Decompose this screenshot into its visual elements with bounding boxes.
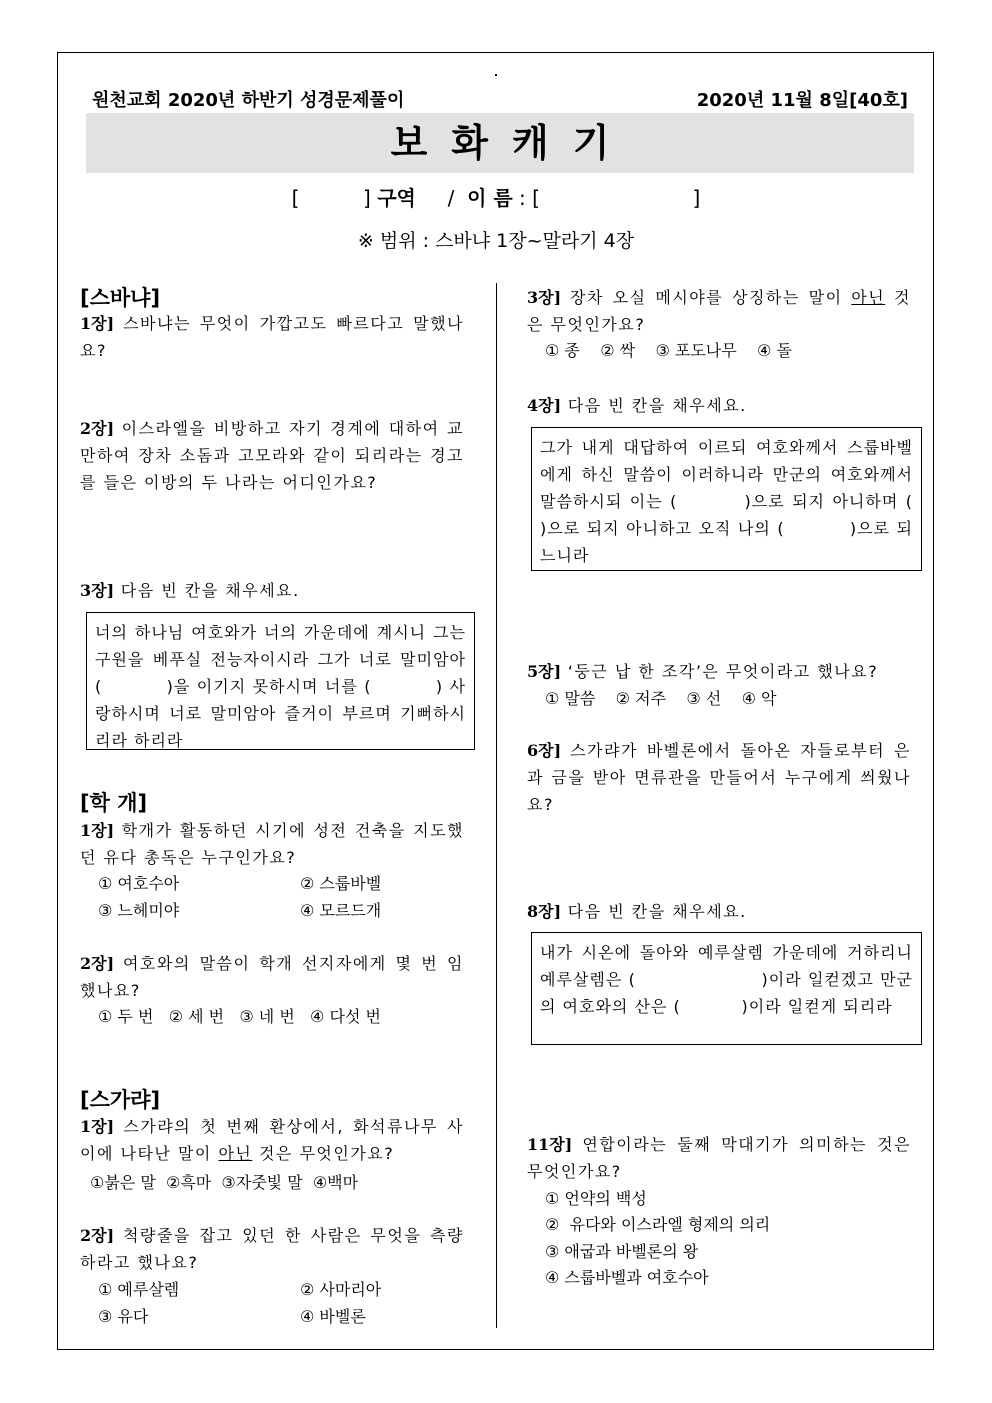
church-header: 원천교회 2020년 하반기 성경문제풀이: [92, 90, 405, 111]
name-label: 이 름: [467, 186, 513, 210]
haggai-q1-opt2[interactable]: ② 스룹바벨: [300, 874, 382, 893]
zechariah-q4-box: 그가 내게 대답하여 이르되 여호와께서 스룹바벨에게 하신 말씀이 이러하니라 만군의 여호와께서 말씀하시되 이는 ( )으로 되지 아니하며 ( )으로 되지 아니하고 오직 나의 ( )으로 되느니라: [531, 427, 922, 571]
haggai-q2-options[interactable]: ① 두 번 ② 세 번 ③ 네 번 ④ 다섯 번: [98, 1007, 381, 1026]
zechariah-q1: 1장] 스가랴의 첫 번째 환상에서, 화석류나무 사이에 나타난 말이 아닌 것은 무엇인가요?: [80, 1117, 464, 1163]
haggai-q1-opt4[interactable]: ④ 모르드개: [300, 901, 382, 920]
section-zephaniah: [스바냐]: [80, 286, 161, 310]
zechariah-q3-options[interactable]: ① 종 ② 싹 ③ 포도나무 ④ 돌: [545, 341, 792, 360]
zechariah-q11-opt4[interactable]: ④ 스룹바벨과 여호수아: [545, 1268, 709, 1287]
zechariah-q1-options[interactable]: ①붉은 말 ②흑마 ③자줏빛 말 ④백마: [90, 1173, 359, 1192]
zechariah-q11-opt1[interactable]: ① 언약의 백성: [545, 1189, 647, 1208]
section-haggai: [학 개]: [80, 791, 148, 815]
zechariah-q2: 2장] 척량줄을 잡고 있던 한 사람은 무엇을 측량하라고 했나요?: [80, 1226, 464, 1272]
section-zechariah: [스가랴]: [80, 1088, 161, 1112]
range-line: ※ 범위 : 스바냐 1장~말라기 4장: [357, 230, 635, 252]
name-line: [0, 182, 992, 211]
dot-mark: [495, 74, 497, 76]
title-bar: [86, 113, 914, 173]
zechariah-q2-opt1[interactable]: ① 예루살렘: [98, 1280, 180, 1299]
zechariah-q4: 4장] 다음 빈 칸을 채우세요.: [527, 396, 747, 415]
zechariah-q2-opt2[interactable]: ② 사마리아: [300, 1280, 382, 1299]
zephaniah-q2: 2장] 이스라엘을 비방하고 자기 경계에 대하여 교만하여 장차 소돔과 고모라와 같이 되리라는 경고를 들은 이방의 두 나라는 어디인가요?: [80, 419, 464, 492]
column-divider: [496, 283, 497, 1328]
zechariah-q2-opt4[interactable]: ④ 바벨론: [300, 1307, 366, 1326]
zephaniah-q1: 1장] 스바냐는 무엇이 가깝고도 빠르다고 말했나요?: [80, 314, 464, 360]
zechariah-q6: 6장] 스가랴가 바벨론에서 돌아온 자들로부터 은과 금을 받아 면류관을 만들어서 누구에게 씌웠나요?: [527, 741, 911, 814]
page-title: 보화캐기: [390, 121, 634, 165]
zechariah-q3: 3장] 장차 오실 메시야를 상징하는 말이 아닌 것은 무엇인가요?: [527, 288, 911, 334]
zechariah-q8: 8장] 다음 빈 칸을 채우세요.: [527, 902, 747, 921]
zechariah-q11-opt3[interactable]: ③ 애굽과 바벨론의 왕: [545, 1242, 699, 1261]
zechariah-q5: 5장] ‘둥근 납 한 조각’은 무엇이라고 했나요?: [527, 662, 879, 681]
zechariah-q8-box: 내가 시온에 돌아와 예루살렘 가운데에 거하리니 예루살렘은 ( )이라 일컫겠고 만군의 여호와의 산은 ( )이라 일컫게 되리라: [531, 932, 922, 1045]
zechariah-q5-options[interactable]: ① 말씀 ② 저주 ③ 선 ④ 악: [545, 689, 777, 708]
zechariah-q11-opt2[interactable]: ② 유다와 이스라엘 형제의 의리: [545, 1215, 771, 1234]
zechariah-q11: 11장] 연합이라는 둘째 막대기가 의미하는 것은 무엇인가요?: [527, 1135, 911, 1181]
issue-date: 2020년 11월 8일[40호]: [696, 90, 908, 111]
district-blank[interactable]: [ ]: [291, 186, 378, 210]
haggai-q1-opt1[interactable]: ① 여호수아: [98, 874, 180, 893]
haggai-q1-opt3[interactable]: ③ 느헤미야: [98, 901, 180, 920]
haggai-q2: 2장] 여호와의 말씀이 학개 선지자에게 몇 번 임했나요?: [80, 954, 464, 1000]
zephaniah-q3: 3장] 다음 빈 칸을 채우세요.: [80, 581, 300, 600]
zechariah-q2-opt3[interactable]: ③ 유다: [98, 1307, 149, 1326]
name-blank[interactable]: : [ ]: [512, 186, 701, 210]
name-separator: /: [415, 186, 468, 210]
zephaniah-q3-box: 너의 하나님 여호와가 너의 가운데에 계시니 그는 구원을 베푸실 전능자이시라 그가 너로 말미암아 ( )을 이기지 못하시며 너를 ( ) 사랑하시며 너로 말미암아 즐거이 부르며 기뻐하시리라 하리라: [86, 612, 475, 750]
district-label: 구역: [377, 186, 416, 210]
haggai-q1: 1장] 학개가 활동하던 시기에 성전 건축을 지도했던 유다 총독은 누구인가요?: [80, 821, 464, 867]
